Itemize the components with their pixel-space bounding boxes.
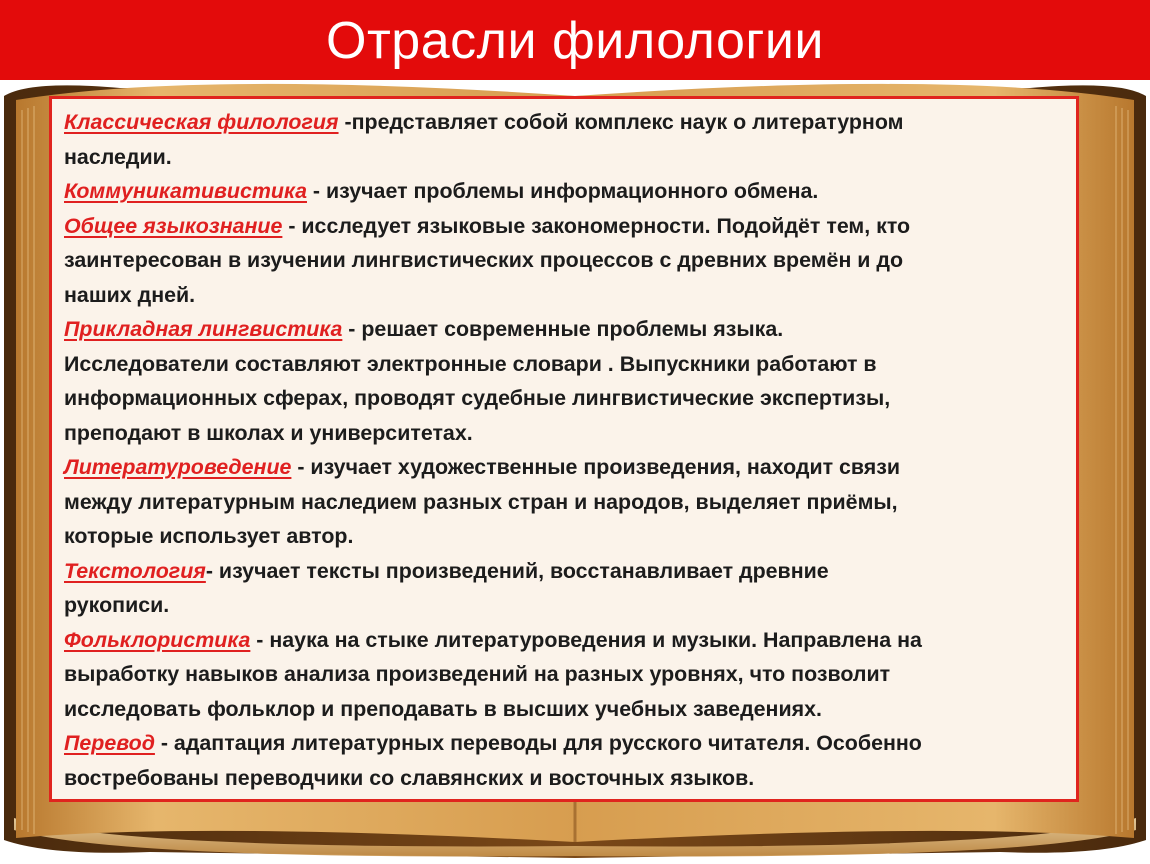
entry-folkloristics — [64, 623, 1066, 727]
definition-line: - исследует языковые закономерности. Подойдёт тем, кто — [282, 213, 911, 238]
entry-general-linguistics — [64, 209, 1066, 313]
entry-communication-studies — [64, 174, 1066, 209]
definition-line: - адаптация литературных переводы для русского читателя. Особенно — [154, 731, 922, 755]
definition-line: заинтересован в изучении лингвистических процессов с древних времён и до — [64, 248, 904, 272]
term-textology: Текстология — [64, 558, 206, 583]
term-communication-studies: Коммуникативистика — [64, 179, 307, 203]
definition-line: востребованы переводчики со славянских и восточных языков. — [64, 765, 755, 790]
slide-title: Отрасли филологии — [326, 12, 824, 70]
definition-line: между литературным наследием разных стран и народов, выделяет приёмы, — [64, 489, 898, 514]
entry-translation — [64, 726, 1066, 795]
definition-line: преподают в школах и университетах. — [64, 420, 473, 445]
entry-applied-linguistics — [64, 312, 1066, 450]
definition-line: выработку навыков анализа произведений на разных уровнях, что позволит — [64, 662, 891, 686]
content-panel — [49, 96, 1079, 802]
term-translation: Перевод — [64, 731, 155, 755]
entry-textology — [64, 554, 1066, 623]
entry-classical-philology — [64, 105, 1066, 174]
definition-line: - наука на стыке литературоведения и музыки. Направлена на — [250, 627, 922, 652]
definition-line: - изучает проблемы информационного обмена. — [306, 179, 819, 203]
definition-line: наших дней. — [64, 282, 196, 307]
term-folkloristics: Фольклористика — [64, 627, 251, 652]
definition-line: наследии. — [64, 144, 172, 169]
definition-line: -представляет собой комплекс наук о литературном — [338, 110, 904, 134]
term-classical-philology: Классическая филология — [64, 110, 339, 134]
term-general-linguistics: Общее языкознание — [64, 213, 283, 238]
definition-line: - изучает тексты произведений, восстанавливает древние — [205, 558, 829, 583]
definition-line: - решает современные проблемы языка. — [342, 317, 784, 341]
definition-line: информационных сферах, проводят судебные лингвистические экспертизы, — [64, 386, 891, 410]
definition-line: - изучает художественные произведения, находит связи — [291, 455, 901, 479]
entry-literary-studies — [64, 450, 1066, 554]
title-bar — [0, 0, 1150, 80]
definition-line: исследовать фольклор и преподавать в высших учебных заведениях. — [64, 696, 822, 721]
definition-line: рукописи. — [64, 593, 170, 617]
term-applied-linguistics: Прикладная лингвистика — [64, 317, 343, 341]
definition-line: которые использует автор. — [64, 524, 354, 548]
definition-line: Исследователи составляют электронные словари . Выпускники работают в — [64, 351, 877, 376]
term-literary-studies: Литературоведение — [64, 455, 292, 479]
